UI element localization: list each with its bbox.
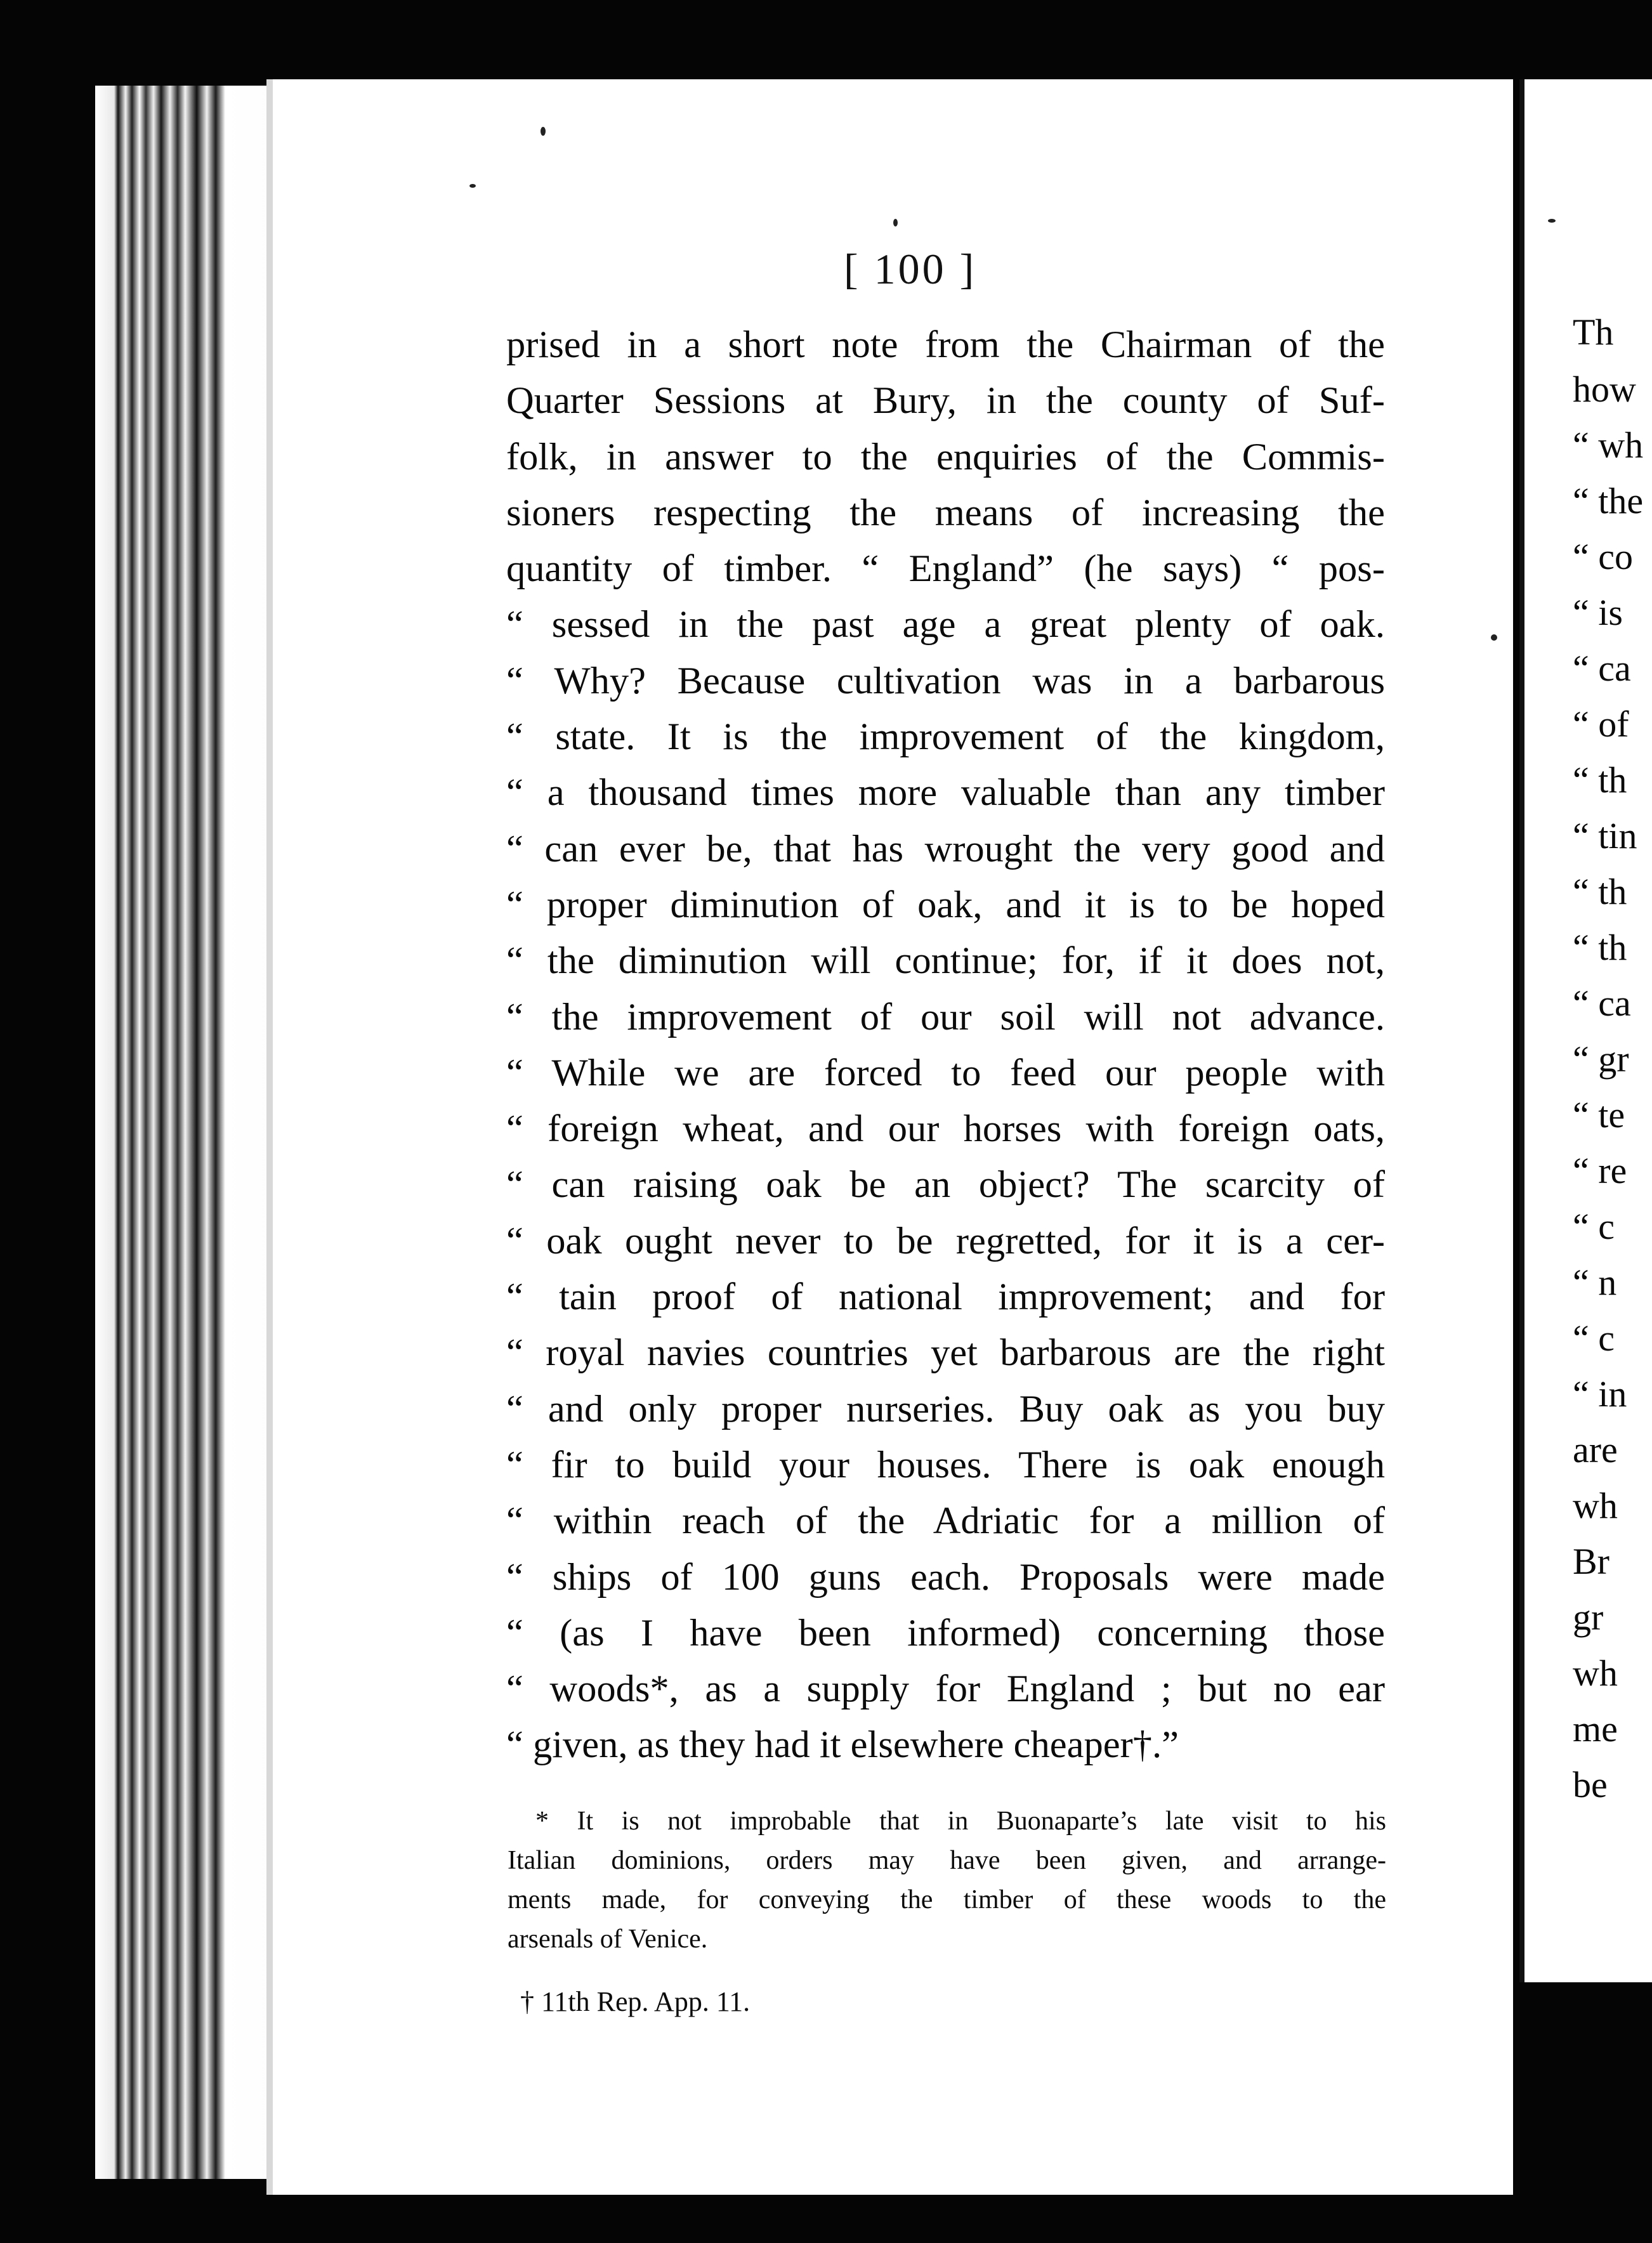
facing-line: gr <box>1573 1597 1604 1638</box>
footnote-line: ments made, for conveying the timber of these woods to the <box>508 1885 1386 1914</box>
text-line: Quarter Sessions at Bury, in the county of Suf- <box>506 379 1385 422</box>
text-line: “ foreign wheat, and our horses with foreign oats, <box>506 1108 1385 1151</box>
text-line: quantity of timber. “ England” (he says) “ pos- <box>506 547 1385 591</box>
footnote-line: arsenals of Venice. <box>508 1925 708 1954</box>
text-line: “ (as I have been informed) concerning those <box>506 1611 1385 1654</box>
text-line: “ can ever be, that has wrought the very good and <box>506 827 1385 870</box>
facing-line: “ re <box>1573 1150 1627 1191</box>
text-line: “ within reach of the Adriatic for a million of <box>506 1500 1385 1543</box>
text-line: “ given, as they had it elsewhere cheaper†.” <box>506 1723 1179 1767</box>
text-line: “ sessed in the past age a great plenty of oak. <box>506 603 1385 646</box>
text-line: “ the improvement of our soil will not advance. <box>506 995 1385 1038</box>
footnote-1 <box>508 1802 1386 1959</box>
book-page-edges <box>95 86 273 2179</box>
facing-line: are <box>1573 1429 1618 1470</box>
facing-line: “ wh <box>1573 424 1644 466</box>
text-line: sioners respecting the means of increasing the <box>506 491 1385 534</box>
facing-line: “ tin <box>1573 815 1637 856</box>
facing-line: “ is <box>1573 592 1623 633</box>
facing-line: “ in <box>1573 1373 1627 1415</box>
facing-line: how <box>1573 369 1636 410</box>
text-line: folk, in answer to the enquiries of the Commis- <box>506 435 1385 478</box>
footnote-2: † 11th Rep. App. 11. <box>520 1986 751 2017</box>
facing-line: me <box>1573 1708 1618 1749</box>
facing-line: Br <box>1573 1541 1609 1582</box>
facing-line: “ the <box>1573 480 1644 521</box>
footnote-line: * It is not improbable that in Buonaparte’s late visit to his <box>535 1807 1386 1836</box>
text-line: “ woods*, as a supply for England ; but no ear <box>506 1668 1385 1711</box>
facing-line: wh <box>1573 1485 1618 1526</box>
facing-line: “ te <box>1573 1094 1625 1135</box>
facing-line: “ of <box>1573 703 1629 745</box>
facing-line: “ th <box>1573 759 1627 801</box>
text-line: prised in a short note from the Chairman of the <box>506 324 1385 366</box>
facing-line: “ ca <box>1573 648 1631 689</box>
facing-line: “ th <box>1573 871 1627 912</box>
text-line: “ While we are forced to feed our people with <box>506 1051 1385 1094</box>
facing-line: Th <box>1573 311 1614 353</box>
text-line: “ royal navies countries yet barbarous are the right <box>506 1331 1385 1375</box>
scan-speck <box>893 219 898 226</box>
facing-line: be <box>1573 1764 1608 1805</box>
text-line: “ and only proper nurseries. Buy oak as you buy <box>506 1387 1385 1430</box>
text-line: “ state. It is the improvement of the kingdom, <box>506 716 1385 759</box>
text-line: “ oak ought never to be regretted, for it is a cer- <box>506 1219 1385 1262</box>
text-line: “ can raising oak be an object? The scarcity of <box>506 1163 1385 1207</box>
facing-line: “ c <box>1573 1206 1615 1247</box>
facing-line: “ n <box>1573 1262 1617 1303</box>
facing-line: “ gr <box>1573 1038 1629 1080</box>
scan-speck <box>541 127 546 136</box>
facing-line: wh <box>1573 1652 1618 1694</box>
text-line: “ fir to build your houses. There is oak enough <box>506 1443 1385 1486</box>
footnote-line: Italian dominions, orders may have been given, and arrange- <box>508 1846 1386 1875</box>
facing-line: “ th <box>1573 927 1627 968</box>
body-text <box>506 317 1385 1774</box>
text-line: “ tain proof of national improvement; and for <box>506 1276 1385 1319</box>
text-line: “ a thousand times more valuable than any timber <box>506 771 1385 814</box>
scan-speck <box>469 184 476 188</box>
page-number: [ 100 ] <box>844 245 977 293</box>
facing-line: “ co <box>1573 536 1633 577</box>
facing-page <box>1519 79 1652 1982</box>
text-line: “ Why? Because cultivation was in a barbarous <box>506 659 1385 702</box>
text-line: “ ships of 100 guns each. Proposals were made <box>506 1555 1385 1599</box>
facing-line: “ ca <box>1573 983 1631 1024</box>
scan-speck <box>1491 634 1497 641</box>
text-line: “ the diminution will continue; for, if it does not, <box>506 939 1385 983</box>
scan-speck <box>1548 219 1556 223</box>
text-line: “ proper diminution of oak, and it is to be hoped <box>506 883 1385 926</box>
facing-line: “ c <box>1573 1318 1615 1359</box>
